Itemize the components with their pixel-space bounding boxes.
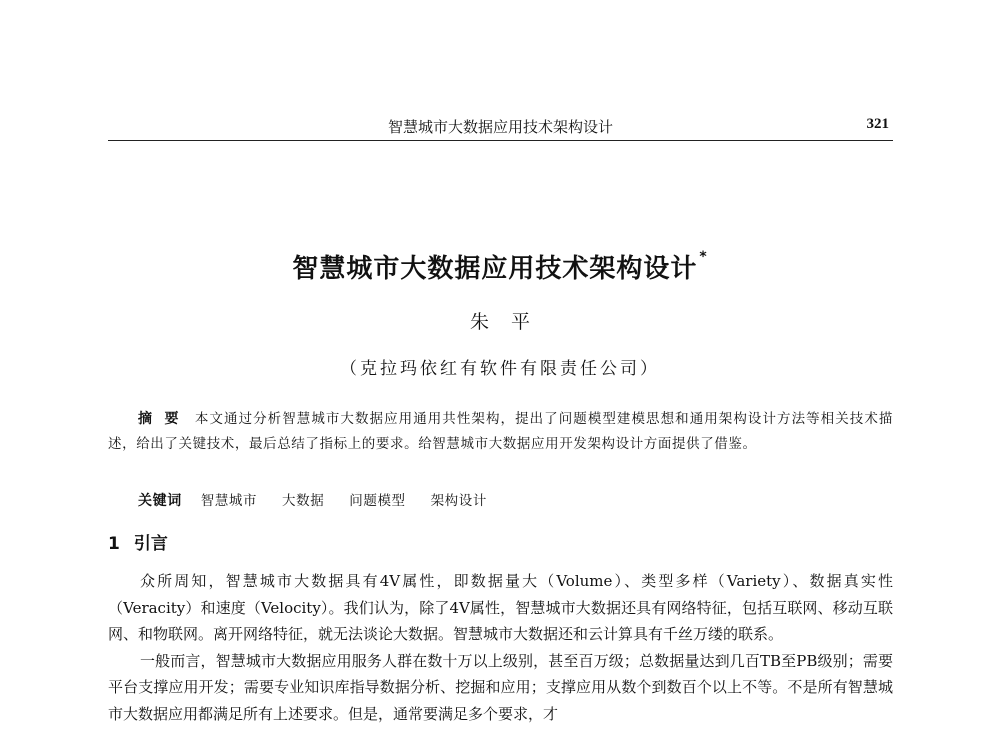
keyword-item: 智慧城市 (200, 493, 258, 509)
paper-title (0, 248, 1000, 285)
section-title: 引言 (133, 534, 168, 554)
abstract-text: 本文通过分析智慧城市大数据应用通用共性架构，提出了问题模型建模思想和通用架构设计方法等相关技术描述，给出了关键技术，最后总结了指标上的要求。给智慧城市大数据应用开发架构设计方面提供了借鉴。 (108, 411, 893, 452)
title-footnote-mark: * (699, 249, 708, 266)
running-head-title: 智慧城市大数据应用技术架构设计 (387, 118, 613, 136)
abstract-label: 摘要 (138, 411, 191, 427)
keywords-label: 关键词 (138, 493, 182, 509)
running-head (108, 112, 893, 141)
page-number: 321 (866, 116, 889, 132)
body-text (108, 568, 893, 727)
keyword-item: 问题模型 (349, 493, 406, 509)
affiliation: （克拉玛依红有软件有限责任公司） (340, 359, 660, 379)
section-number: 1 (108, 534, 120, 554)
keyword-item: 架构设计 (430, 493, 487, 509)
keyword-item: 大数据 (282, 493, 325, 509)
paper-title-text: 智慧城市大数据应用技术架构设计 (292, 254, 698, 284)
body-paragraph: 一般而言，智慧城市大数据应用服务人群在数十万以上级别，甚至百万级；总数据量达到几百TB至PB级别；需要平台支撑应用开发；需要专业知识库指导数据分析、挖掘和应用；支撑应用从数个到数百个以上不等。不是所有智慧城市大数据应用都满足所有上述要求。但是，通常要满足多个要求，才 (108, 651, 893, 723)
body-paragraph: 众所周知，智慧城市大数据具有4V属性，即数据量大（Volume）、类型多样（Variety）、数据真实性（Veracity）和速度（Velocity）。我们认为，除了4V属性，智慧城市大数据还具有网络特征，包括互联网、移动互联网、和物联网。离开网络特征，就无法谈论大数据。智慧城市大数据还和云计算具有千丝万缕的联系。 (108, 572, 893, 643)
section-heading (108, 529, 168, 554)
keywords (138, 489, 507, 510)
abstract (108, 407, 893, 457)
author: 朱平 (469, 311, 552, 333)
